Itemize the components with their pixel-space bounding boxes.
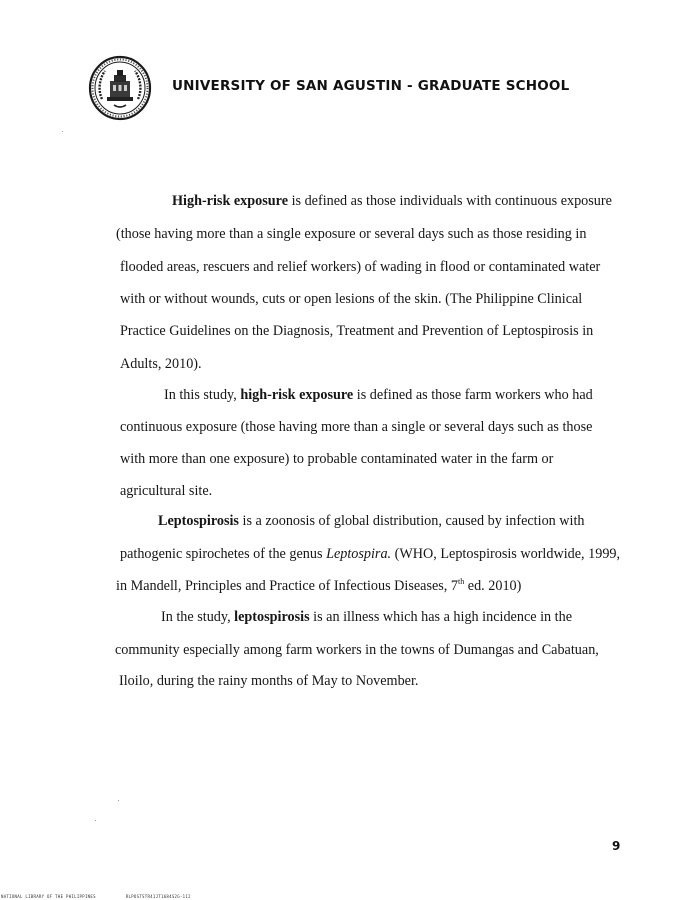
text-run: in Mandell, Principles and Practice of Infectious Diseases, 7 [116,578,458,594]
text-run: Iloilo, during the rainy months of May to November. [119,673,419,689]
text-run: Practice Guidelines on the Diagnosis, Treatment and Prevention of Leptospirosis in [120,323,594,339]
text-line [115,642,599,659]
text-line [161,609,572,626]
text-line [116,226,586,243]
text-line [120,259,600,276]
text-run: (those having more than a single exposure or several days such as those residing in [116,226,587,242]
text-run: is defined as those individuals with continuous exposure [288,193,612,209]
header-title: UNIVERSITY OF SAN AGUSTIN - GRADUATE SCHOOL [172,78,570,94]
superscript: th [457,577,465,586]
text-run: with more than one exposure) to probable contaminated water in the farm or [120,451,554,467]
text-run: flooded areas, rescuers and relief workers) of wading in flood or contaminated water [120,259,601,275]
text-run: community especially among farm workers in the towns of Dumangas and Cabatuan, [115,642,599,658]
text-run: continuous exposure (those having more than a single or several days such as those [120,419,593,435]
text-line [120,451,553,468]
text-run: In the study, [161,609,235,625]
text-run: Adults, 2010). [120,356,202,372]
text-run: is a zoonosis of global distribution, caused by infection with [238,513,585,529]
text-run: agricultural site. [120,483,213,499]
text-run: (WHO, Leptospirosis worldwide, 1999, [391,546,621,562]
text-run: ed. 2010) [464,578,522,594]
scan-speck [62,131,63,132]
bold-term: High-risk exposure [172,193,289,209]
text-line [172,193,612,210]
footer-stamp-left: NATIONAL LIBRARY OF THE PHILIPPINES [1,894,96,899]
text-line [120,546,620,563]
text-line [120,419,592,436]
text-run: with or without wounds, cuts or open lesions of the skin. (The Philippine Clinical [120,291,583,307]
bold-term: Leptospirosis [158,513,239,529]
bold-term: high-risk exposure [240,387,354,403]
bold-term: leptospirosis [234,609,310,625]
text-line [120,291,582,308]
text-run: pathogenic spirochetes of the genus [120,546,327,562]
scan-speck [118,800,119,801]
university-seal-icon [88,55,152,121]
italic-term: Leptospira. [326,546,392,562]
text-line [164,387,593,404]
text-run: is an illness which has a high incidence in the [309,609,573,625]
text-line [119,673,418,690]
text-line [116,578,521,595]
text-line [120,483,212,500]
footer-stamp [1,894,221,899]
text-line [120,356,202,373]
footer-stamp-right: RLPOSTSTR41JT1684S2G-112 [125,894,191,899]
text-line [158,513,585,530]
scan-speck [95,820,96,821]
text-run: In this study, [164,387,241,403]
text-line [120,323,593,340]
text-run: is defined as those farm workers who had [353,387,593,403]
page-number: 9 [612,839,621,853]
